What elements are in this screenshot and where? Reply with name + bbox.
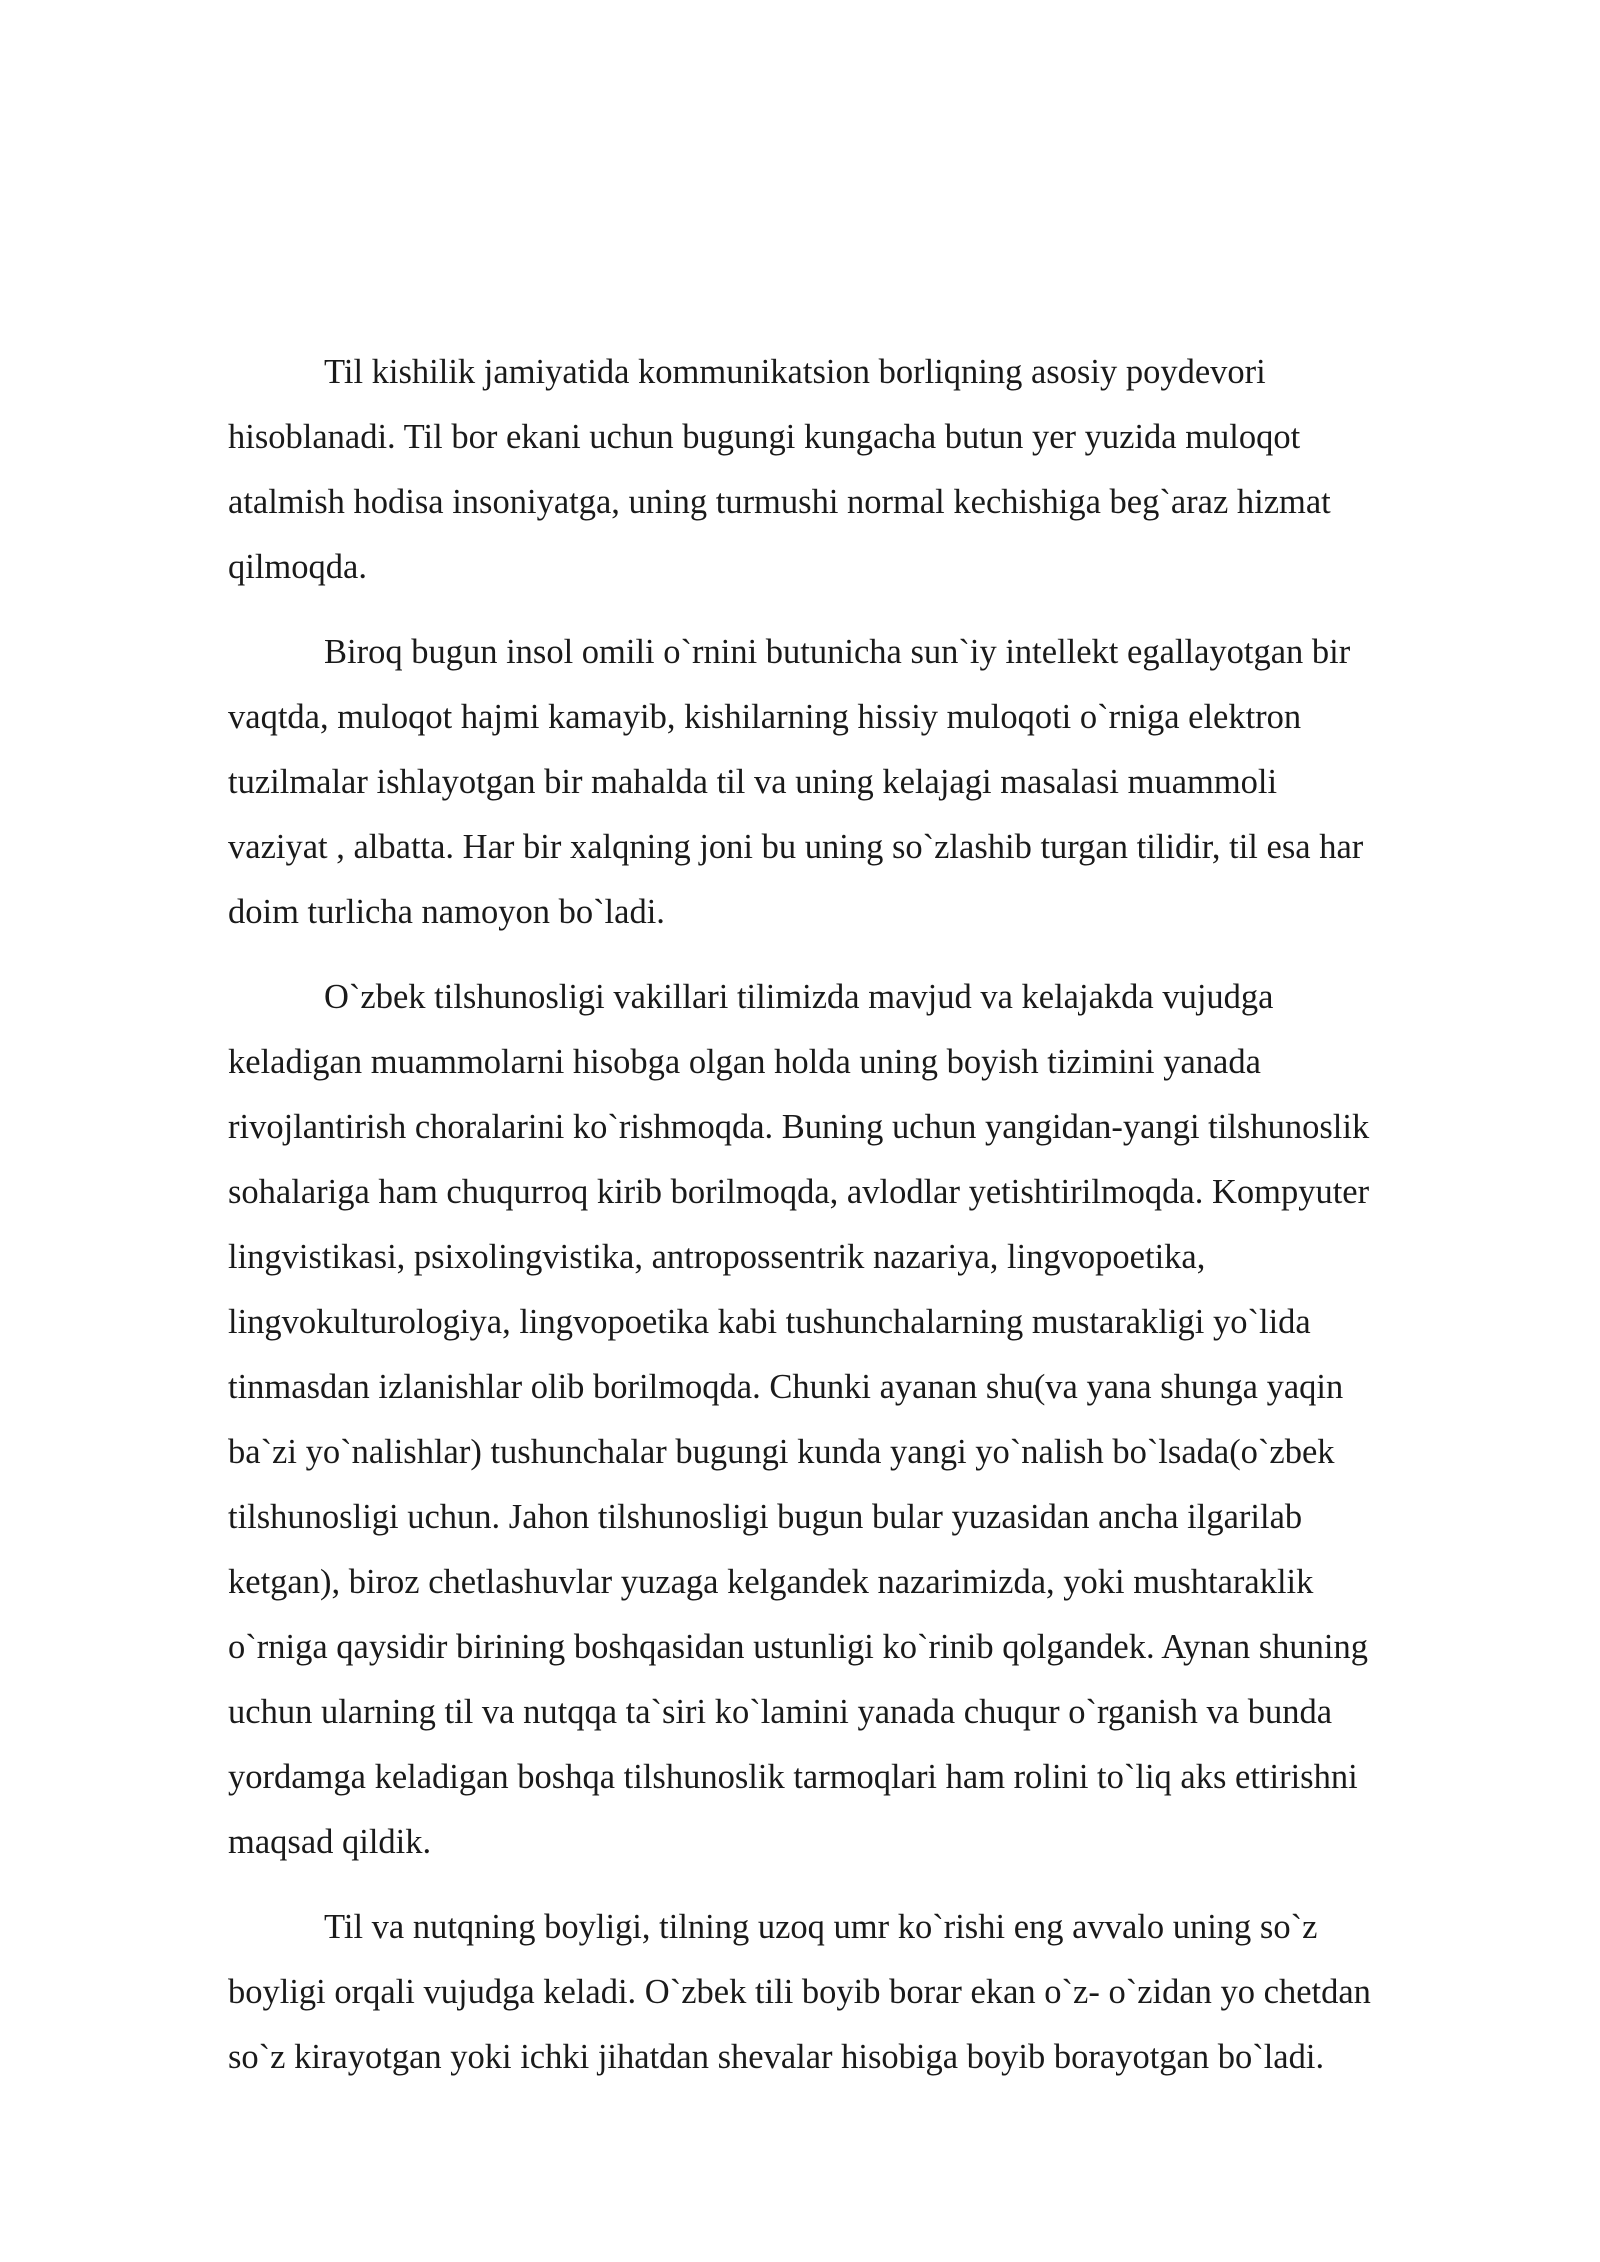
text-line: ketgan), biroz chetlashuvlar yuzaga kelgandek nazarimizda, yoki mushtaraklik (228, 1563, 1314, 1601)
text-line: tinmasdan izlanishlar olib borilmoqda. Chunki ayanan shu(va yana shunga yaqin (228, 1368, 1344, 1406)
text-line: tuzilmalar ishlayotgan bir mahalda til va uning kelajagi masalasi muammoli (228, 763, 1278, 801)
text-line: Til kishilik jamiyatida kommunikatsion borliqning asosiy poydevori (324, 353, 1266, 391)
text-line: atalmish hodisa insoniyatga, uning turmushi normal kechishiga beg`araz hizmat (228, 483, 1331, 521)
paragraph-2 (228, 620, 1498, 945)
text-line: so`z kirayotgan yoki ichki jihatdan shevalar hisobiga boyib borayotgan bo`ladi. (228, 2038, 1325, 2076)
text-line: maqsad qildik. (228, 1823, 432, 1861)
text-line: qilmoqda. (228, 548, 367, 586)
text-line: yordamga keladigan boshqa tilshunoslik tarmoqlari ham rolini to`liq aks ettirishni (228, 1758, 1358, 1796)
paragraph-3 (228, 965, 1498, 1875)
text-line: hisoblanadi. Til bor ekani uchun bugungi kungacha butun yer yuzida muloqot (228, 418, 1301, 456)
text-line: Til va nutqning boyligi, tilning uzoq umr ko`rishi eng avvalo uning so`z (324, 1908, 1318, 1946)
text-line: lingvistikasi, psixolingvistika, antropossentrik nazariya, lingvopoetika, (228, 1238, 1206, 1276)
text-line: lingvokulturologiya, lingvopoetika kabi tushunchalarning mustarakligi yo`lida (228, 1303, 1311, 1341)
text-line: uchun ularning til va nutqqa ta`siri ko`lamini yanada chuqur o`rganish va bunda (228, 1693, 1333, 1731)
text-line: doim turlicha namoyon bo`ladi. (228, 893, 665, 931)
text-line: ba`zi yo`nalishlar) tushunchalar bugungi kunda yangi yo`nalish bo`lsada(o`zbek (228, 1433, 1335, 1471)
text-line: vaqtda, muloqot hajmi kamayib, kishilarning hissiy muloqoti o`rniga elektron (228, 698, 1302, 736)
paragraph-1 (228, 340, 1498, 600)
text-line: boyligi orqali vujudga keladi. O`zbek tili boyib borar ekan o`z- o`zidan yo chetdan (228, 1973, 1371, 2011)
text-line: o`rniga qaysidir birining boshqasidan ustunligi ko`rinib qolgandek. Aynan shuning (228, 1628, 1368, 1666)
text-line: tilshunosligi uchun. Jahon tilshunosligi bugun bular yuzasidan ancha ilgarilab (228, 1498, 1303, 1536)
text-line: O`zbek tilshunosligi vakillari tilimizda mavjud va kelajakda vujudga (324, 978, 1274, 1016)
paragraph-4 (228, 1895, 1498, 2090)
text-line: sohalariga ham chuqurroq kirib borilmoqda, avlodlar yetishtirilmoqda. Kompyuter (228, 1173, 1370, 1211)
text-line: vaziyat , albatta. Har bir xalqning joni bu uning so`zlashib turgan tilidir, til esa har (228, 828, 1364, 866)
text-line: Biroq bugun insol omili o`rnini butunicha sun`iy intellekt egallayotgan bir (324, 633, 1351, 671)
text-line: rivojlantirish choralarini ko`rishmoqda. Buning uchun yangidan-yangi tilshunoslik (228, 1108, 1370, 1146)
document-body (228, 340, 1498, 2110)
text-line: keladigan muammolarni hisobga olgan holda uning boyish tizimini yanada (228, 1043, 1261, 1081)
